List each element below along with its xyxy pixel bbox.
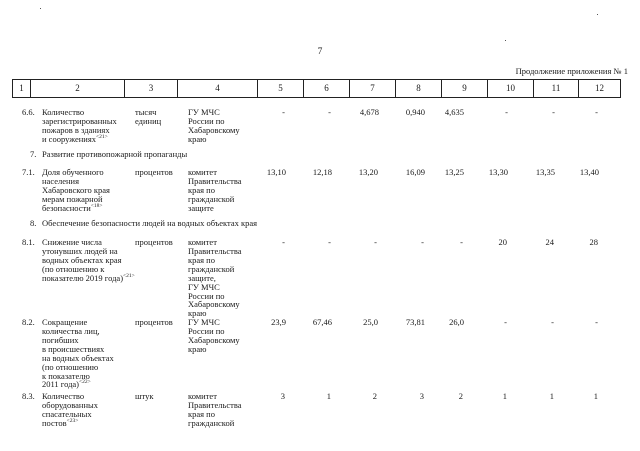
column-number: 5	[258, 80, 304, 98]
column-number-header	[12, 79, 621, 98]
value-col8: 3	[419, 391, 424, 401]
indicator-name-text: Сокращение количества лиц, погибших в происшествиях на водных объектах (по отношению к показателю 2011 года)	[42, 317, 114, 390]
indicator-name	[42, 168, 134, 213]
footnote-ref: <21>	[123, 272, 135, 279]
value-col12: -	[595, 317, 598, 327]
value-col10: 20	[498, 237, 507, 247]
value-col9: 26,0	[449, 317, 464, 327]
value-col6: -	[328, 107, 331, 117]
section-title: Обеспечение безопасности людей на водных объектах края	[42, 218, 258, 228]
unit: штук	[135, 391, 154, 401]
value-col10: 13,30	[488, 167, 508, 177]
column-number: 4	[178, 80, 258, 98]
value-col8: 73,81	[405, 317, 425, 327]
unit: процентов	[135, 237, 173, 247]
source: комитет Правительства края по гражданской защите, ГУ МЧС России по Хабаровскому краю	[188, 237, 242, 319]
footnote-ref: <22>	[79, 379, 91, 386]
value-col9: 2	[458, 391, 463, 401]
value-col12: 1	[593, 391, 598, 401]
indicator-name	[42, 238, 138, 283]
row-number: 6.6.	[22, 107, 35, 117]
value-col5: -	[282, 237, 285, 247]
value-col6: 1	[326, 391, 331, 401]
row-number: 8.3.	[22, 391, 35, 401]
value-col12: 13,40	[579, 167, 599, 177]
value-col7: -	[374, 237, 377, 247]
indicator-name	[42, 318, 134, 389]
scan-speck	[597, 14, 598, 15]
source: комитет Правительства края по гражданской защите	[188, 167, 242, 213]
column-number: 7	[350, 80, 396, 98]
column-number: 3	[125, 80, 178, 98]
value-col7: 2	[372, 391, 377, 401]
value-col10: 1	[502, 391, 507, 401]
section-number: 7.	[30, 149, 37, 159]
appendix-continuation-note: Продолжение приложения № 1	[515, 66, 628, 76]
value-col7: 13,20	[358, 167, 378, 177]
value-col9: -	[460, 237, 463, 247]
row-number: 8.1.	[22, 237, 35, 247]
source: ГУ МЧС России по Хабаровскому краю	[188, 317, 240, 354]
section-title: Развитие противопожарной пропаганды	[42, 149, 188, 159]
column-number: 1	[13, 80, 31, 98]
footnote-ref: <23>	[66, 417, 79, 424]
column-number: 12	[579, 80, 621, 98]
column-number: 2	[31, 80, 125, 98]
value-col12: -	[595, 107, 598, 117]
indicator-name-text: Доля обученного населения Хабаровского края мерам пожарной безопасности	[42, 167, 110, 213]
column-number: 8	[396, 80, 442, 98]
page-number: 7	[317, 47, 323, 57]
column-number: 9	[442, 80, 488, 98]
scan-speck	[505, 40, 506, 41]
indicator-name-text: Количество оборудованных спасательных постов	[42, 391, 98, 428]
row-number: 7.1.	[22, 167, 35, 177]
column-number: 10	[488, 80, 534, 98]
value-col11: -	[551, 317, 554, 327]
source: комитет Правительства края по гражданской	[188, 391, 242, 428]
value-col8: -	[421, 237, 424, 247]
indicator-name-text: Снижение числа утонувших людей на водных объектах края (по отношению к показателю 2019 года)	[42, 237, 124, 283]
source: ГУ МЧС России по Хабаровскому краю	[188, 107, 240, 144]
column-number: 6	[304, 80, 350, 98]
value-col12: 28	[589, 237, 598, 247]
value-col7: 25,0	[363, 317, 378, 327]
value-col11: 1	[549, 391, 554, 401]
indicator-name-text: Количество зарегистрированных пожаров в зданиях и сооружениях	[42, 107, 117, 144]
value-col11: -	[552, 107, 555, 117]
footnote-ref: <21>	[96, 133, 108, 140]
indicator-name	[42, 392, 134, 428]
scan-speck	[40, 8, 41, 9]
value-col6: -	[328, 237, 331, 247]
unit: тысяч единиц	[135, 107, 162, 126]
value-col11: 24	[545, 237, 554, 247]
unit: процентов	[135, 317, 173, 327]
section-number: 8.	[30, 218, 37, 228]
indicator-name	[42, 108, 134, 144]
footnote-ref: <18>	[90, 202, 103, 209]
value-col9: 4,635	[444, 107, 464, 117]
value-col11: 13,35	[535, 167, 555, 177]
value-col10: -	[504, 317, 507, 327]
value-col10: -	[505, 107, 508, 117]
unit: процентов	[135, 167, 173, 177]
column-number: 11	[534, 80, 579, 98]
value-col8: 0,940	[405, 107, 425, 117]
value-col5: 13,10	[266, 167, 286, 177]
value-col6: 12,18	[312, 167, 332, 177]
value-col7: 4,678	[359, 107, 379, 117]
value-col9: 13,25	[444, 167, 464, 177]
value-col5: -	[282, 107, 285, 117]
value-col5: 3	[280, 391, 285, 401]
value-col8: 16,09	[405, 167, 425, 177]
value-col5: 23,9	[271, 317, 286, 327]
row-number: 8.2.	[22, 317, 35, 327]
value-col6: 67,46	[312, 317, 332, 327]
